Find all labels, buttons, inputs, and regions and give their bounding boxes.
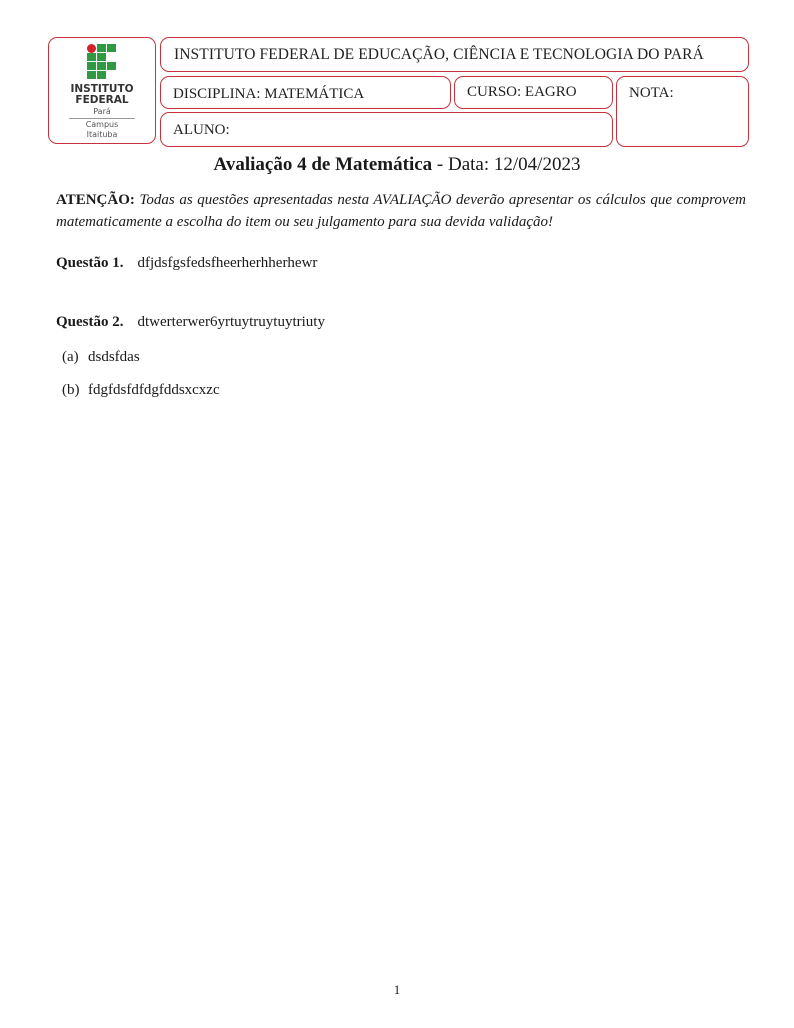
logo-text-state: Pará <box>93 107 111 116</box>
exam-title-main: Avaliação 4 de Matemática <box>213 154 433 175</box>
attention-text: Todas as questões apresentadas nesta AVALIAÇÃO deverão apresentar os cálculos que comprovem matematicamente a escolha do item ou seu julgamento para sua devida validação! <box>56 192 747 230</box>
logo-text-campus-name: Itaituba <box>86 130 118 139</box>
question-2-option-b <box>62 382 220 399</box>
student-box <box>160 112 613 147</box>
attention-label: ATENÇÃO: <box>56 192 135 208</box>
grade-box <box>616 76 749 147</box>
institution-name-box <box>160 37 749 72</box>
question-label: Questão 1. <box>56 255 124 271</box>
option-label: (a) <box>62 349 79 365</box>
exam-title-separator: - <box>432 154 448 175</box>
institution-name: INSTITUTO FEDERAL DE EDUCAÇÃO, CIÊNCIA E TECNOLOGIA DO PARÁ <box>174 46 704 63</box>
question-text: dtwerterwer6yrtuytruytuytriuty <box>137 314 325 330</box>
course-field: CURSO: EAGRO <box>467 84 577 100</box>
exam-title <box>0 154 794 176</box>
logo-text-instituto: INSTITUTO <box>70 83 134 95</box>
institution-logo-box <box>48 37 156 144</box>
question-2-option-a <box>62 349 140 366</box>
question-label: Questão 2. <box>56 314 124 330</box>
discipline-box <box>160 76 451 109</box>
logo-text-campus: Campus <box>85 120 119 129</box>
discipline-field: DISCIPLINA: MATEMÁTICA <box>173 86 365 102</box>
option-label: (b) <box>62 382 80 398</box>
question-1 <box>56 255 317 272</box>
question-text: dfjdsfgsfedsfheerherhherhewr <box>137 255 318 271</box>
logo-text-federal: FEDERAL <box>75 94 129 106</box>
page-number: 1 <box>393 982 401 997</box>
question-2 <box>56 314 325 331</box>
course-box <box>454 76 613 109</box>
option-text: fdgfdsfdfdgfddsxcxzc <box>88 382 220 398</box>
if-logo-icon <box>87 44 117 80</box>
logo-divider <box>69 118 135 119</box>
attention-note <box>56 189 746 233</box>
option-text: dsdsfdas <box>88 349 140 365</box>
grade-field: NOTA: <box>629 85 674 101</box>
exam-date: Data: 12/04/2023 <box>448 154 581 175</box>
student-field: ALUNO: <box>173 122 230 138</box>
